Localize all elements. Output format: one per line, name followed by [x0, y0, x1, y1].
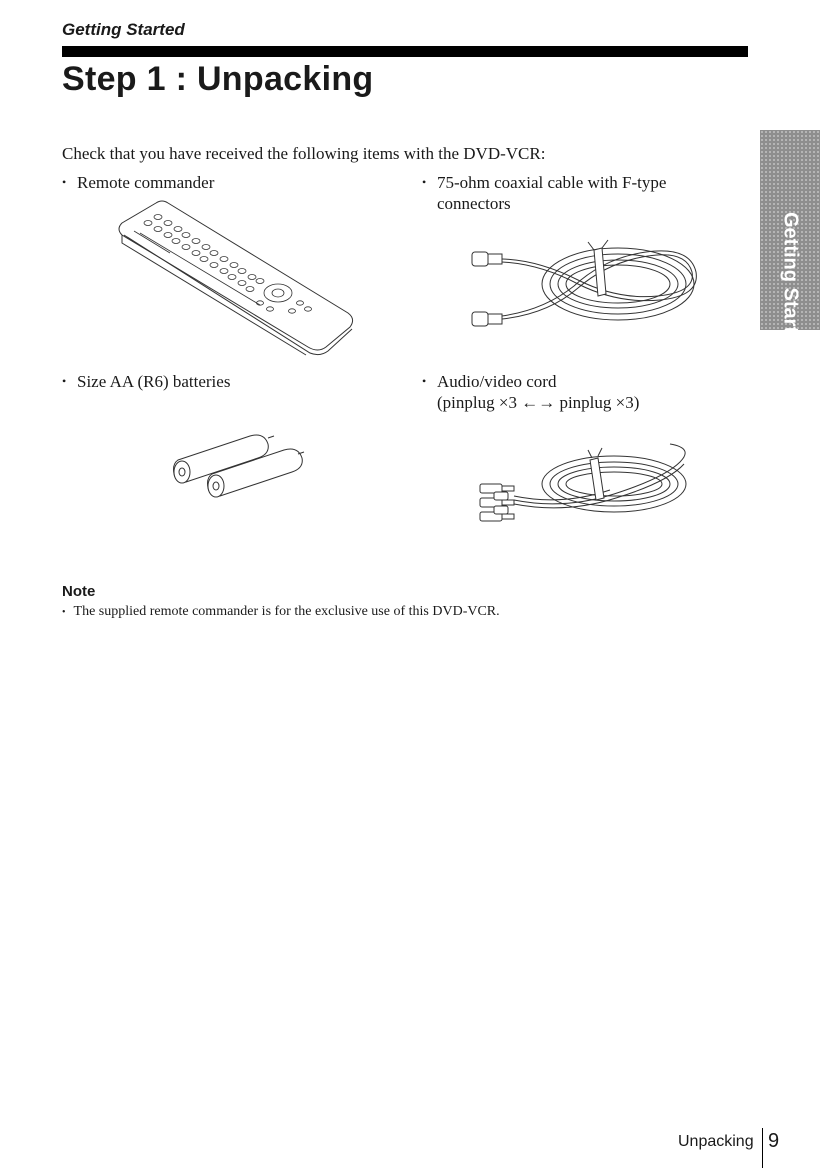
item-label: Remote commander	[77, 173, 215, 192]
note-heading: Note	[62, 583, 96, 600]
coaxial-cable-illustration	[468, 240, 703, 340]
intro-text: Check that you have received the following items with the DVD-VCR:	[62, 144, 546, 163]
title-rule	[62, 46, 748, 57]
av-cord-illustration	[474, 440, 704, 535]
list-item-remote	[62, 172, 214, 193]
note-item	[62, 604, 500, 620]
page-title: Step 1 : Unpacking	[62, 60, 374, 98]
page-number: 9	[768, 1130, 780, 1152]
bullet: •	[62, 175, 67, 189]
footer-rule	[762, 1128, 763, 1168]
item-label-line2: (pinplug ×3 ←→ pinplug ×3)	[437, 393, 640, 412]
bullet: •	[422, 175, 427, 189]
batteries-illustration	[172, 430, 312, 500]
item-label: Audio/video cord	[437, 372, 557, 391]
item-label: Size AA (R6) batteries	[77, 372, 231, 391]
note-text: The supplied remote commander is for the exclusive use of this DVD-VCR.	[73, 604, 500, 619]
side-tab	[760, 130, 820, 357]
item-label-line2: connectors	[437, 194, 511, 213]
bullet: •	[422, 374, 427, 388]
bullet: •	[62, 607, 66, 618]
list-item-coax	[422, 172, 666, 214]
list-item-batteries	[62, 371, 230, 392]
footer-section-label: Unpacking	[678, 1133, 754, 1150]
side-tab-label: Getting Started	[779, 212, 802, 357]
item-label: 75-ohm coaxial cable with F-type	[437, 173, 667, 192]
bullet: •	[62, 374, 67, 388]
section-label: Getting Started	[62, 20, 185, 39]
remote-control-illustration	[110, 195, 360, 360]
list-item-av-cord	[422, 371, 639, 413]
